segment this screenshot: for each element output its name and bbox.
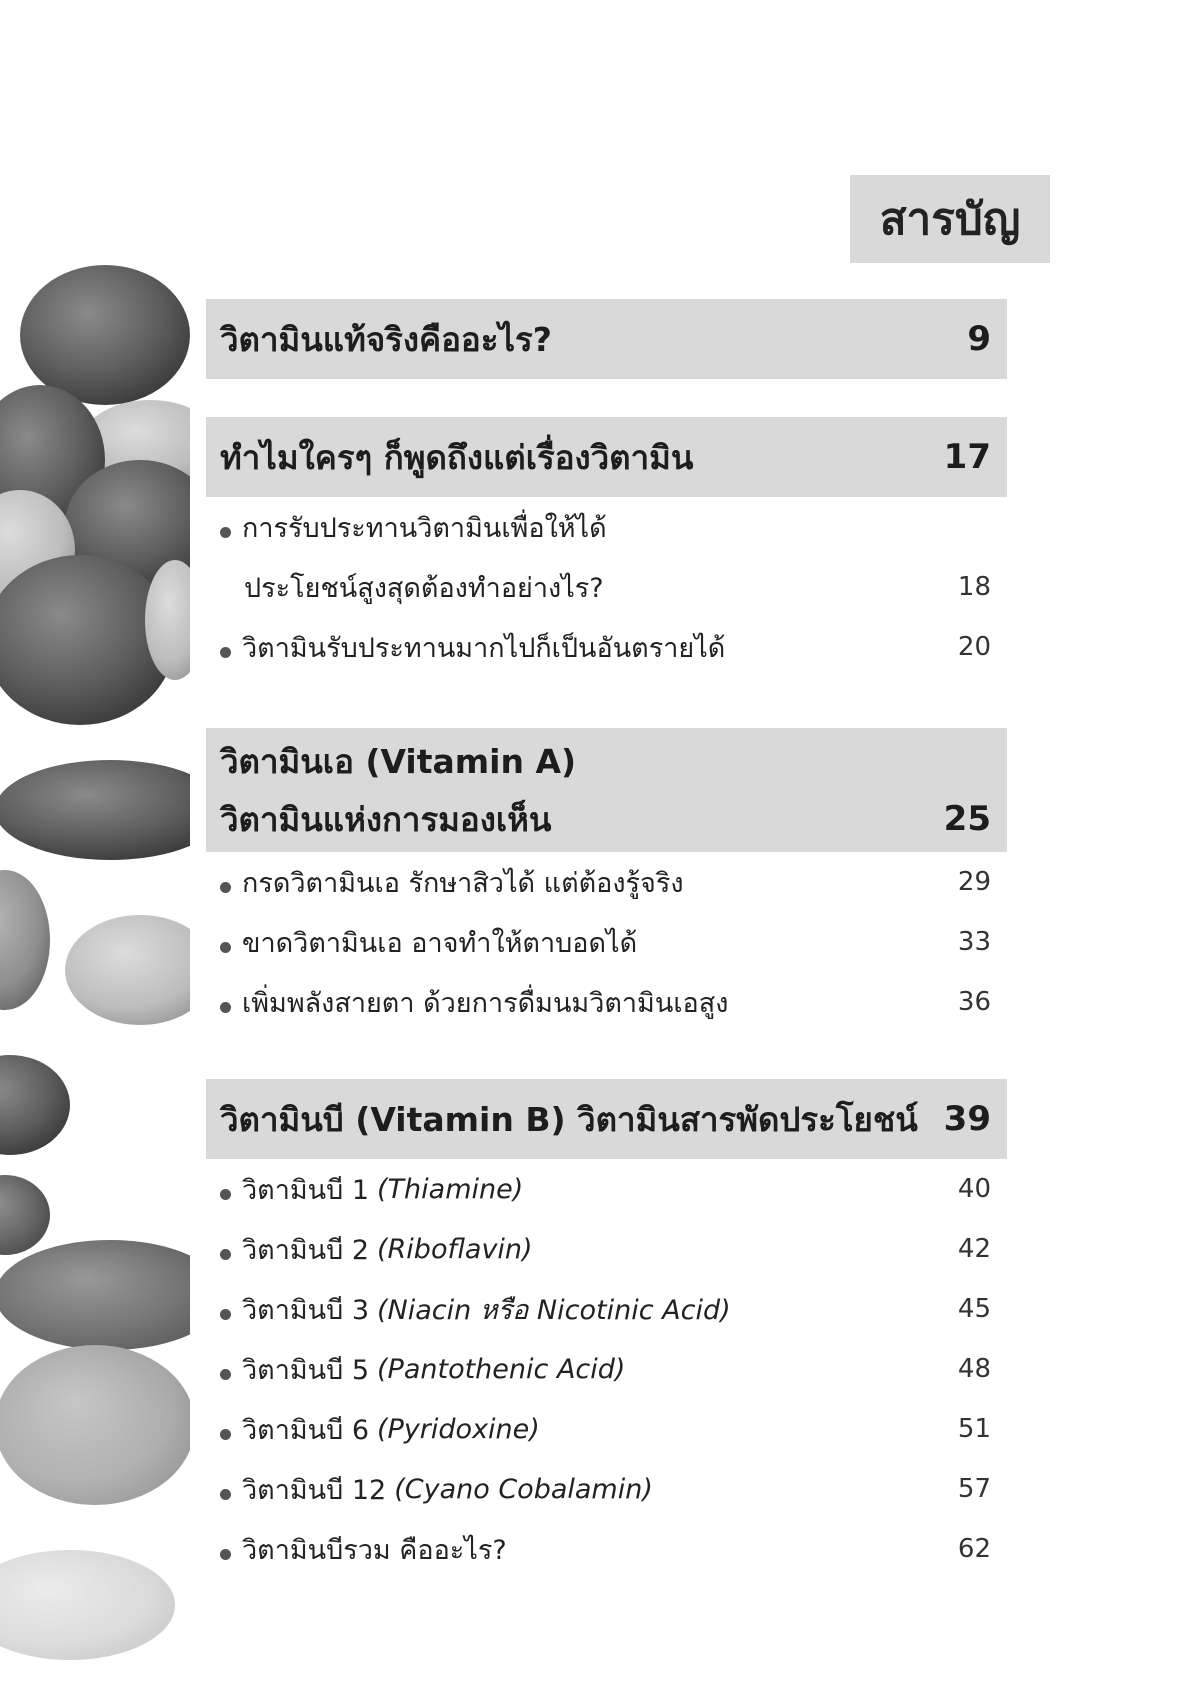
entry-page-number: 51	[957, 1414, 991, 1444]
bullet-icon	[220, 1189, 231, 1200]
entry-page-number: 42	[957, 1234, 991, 1264]
entry-page-number: 57	[957, 1474, 991, 1504]
toc-entry[interactable]	[206, 1519, 1007, 1579]
toc-entry[interactable]	[206, 1219, 1007, 1279]
section-title-line-2: วิตามินแห่งการมองเห็น	[220, 799, 552, 839]
entry-title: การรับประทานวิตามินเพื่อให้ได้	[242, 512, 607, 544]
toc-entry[interactable]	[206, 1459, 1007, 1519]
section-title: วิตามินแท้จริงคืออะไร?	[220, 319, 552, 359]
section-title: ทำไมใครๆ ก็พูดถึงแต่เรื่องวิตามิน	[220, 437, 694, 477]
toc-entry[interactable]	[206, 1339, 1007, 1399]
section-header[interactable]	[206, 1079, 1007, 1159]
section-header[interactable]	[206, 417, 1007, 497]
entry-title: วิตามินบี 3	[242, 1294, 370, 1326]
section-header[interactable]	[206, 299, 1007, 379]
bullet-icon	[220, 1309, 231, 1320]
toc-entry[interactable]	[206, 912, 1007, 972]
section-page-number: 25	[943, 799, 991, 839]
entry-latin-name: (Cyano Cobalamin)	[394, 1473, 653, 1505]
bullet-icon	[220, 1369, 231, 1380]
entry-title: ขาดวิตามินเอ อาจทำให้ตาบอดได้	[242, 927, 638, 959]
toc-section-3	[206, 728, 1007, 1032]
entry-title: วิตามินบี 1	[242, 1174, 370, 1206]
entry-latin-name: (Pantothenic Acid)	[377, 1353, 626, 1385]
section-page-number: 9	[967, 319, 991, 359]
bullet-icon	[220, 1429, 231, 1440]
bullet-icon	[220, 882, 231, 893]
entry-latin-name: (Niacin หรือ Nicotinic Acid)	[377, 1294, 731, 1326]
toc-title: สารบัญ	[850, 175, 1050, 263]
toc-section-4	[206, 1079, 1007, 1579]
bullet-icon	[220, 1002, 231, 1013]
toc-entry[interactable]	[206, 497, 1007, 557]
toc-entry[interactable]	[206, 972, 1007, 1032]
section-header[interactable]	[206, 728, 1007, 852]
entry-page-number: 45	[957, 1294, 991, 1324]
bullet-icon	[220, 1549, 231, 1560]
entry-title: วิตามินบี 12	[242, 1474, 387, 1506]
toc-entry[interactable]	[206, 1279, 1007, 1339]
pills-photo	[0, 250, 190, 1701]
entry-title: วิตามินบี 5	[242, 1354, 370, 1386]
entry-latin-name: (Riboflavin)	[377, 1233, 533, 1265]
bullet-icon	[220, 527, 231, 538]
toc-entry[interactable]	[206, 617, 1007, 677]
entry-page-number: 62	[957, 1534, 991, 1564]
section-title: วิตามินบี (Vitamin B) วิตามินสารพัดประโยชน์	[220, 1099, 918, 1139]
toc-entry[interactable]	[206, 1159, 1007, 1219]
toc-entry[interactable]	[206, 852, 1007, 912]
entry-title: วิตามินรับประทานมากไปก็เป็นอันตรายได้	[242, 632, 726, 664]
section-page-number: 39	[943, 1099, 991, 1139]
section-title-line-1: วิตามินเอ (Vitamin A)	[220, 741, 577, 781]
entry-page-number: 40	[957, 1174, 991, 1204]
entry-title: วิตามินบี 2	[242, 1234, 370, 1266]
bullet-icon	[220, 942, 231, 953]
bullet-icon	[220, 1489, 231, 1500]
entry-page-number: 18	[957, 572, 991, 602]
entry-page-number: 29	[957, 867, 991, 897]
entry-title: กรดวิตามินเอ รักษาสิวได้ แต่ต้องรู้จริง	[242, 867, 684, 899]
entry-page-number: 20	[957, 632, 991, 662]
entry-latin-name: (Pyridoxine)	[377, 1413, 540, 1445]
entry-title: วิตามินบี 6	[242, 1414, 370, 1446]
entry-title: เพิ่มพลังสายตา ด้วยการดื่มนมวิตามินเอสูง	[242, 987, 729, 1019]
entry-page-number: 33	[957, 927, 991, 957]
section-page-number: 17	[943, 437, 991, 477]
entry-title: ประโยชน์สูงสุดต้องทำอย่างไร?	[244, 572, 604, 604]
entry-title: วิตามินบีรวม คืออะไร?	[242, 1534, 507, 1566]
toc-entry[interactable]	[206, 1399, 1007, 1459]
toc-section-2	[206, 417, 1007, 677]
bullet-icon	[220, 1249, 231, 1260]
entry-page-number: 48	[957, 1354, 991, 1384]
toc-entry-continuation[interactable]	[206, 557, 1007, 617]
bullet-icon	[220, 647, 231, 658]
toc-section-1	[206, 299, 1007, 379]
entry-latin-name: (Thiamine)	[377, 1173, 524, 1205]
entry-page-number: 36	[957, 987, 991, 1017]
